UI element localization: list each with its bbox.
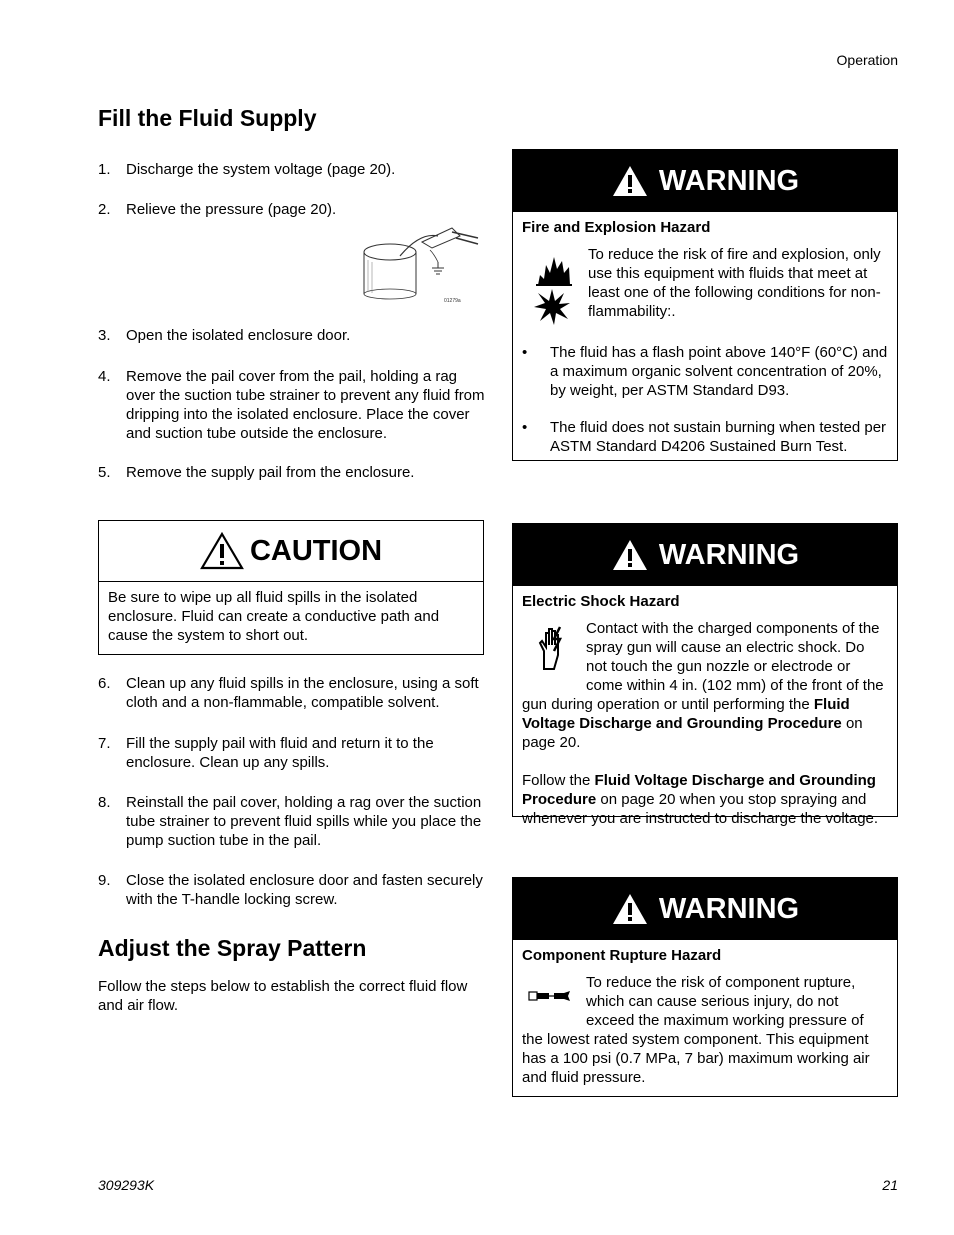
fire-icon	[534, 251, 574, 287]
fill-title: Fill the Fluid Supply	[98, 105, 317, 131]
step-8: 8. Reinstall the pail cover, holding a rag over the suction tube strainer to prevent fluid spills while you place the pump suction tube in the pail.	[98, 794, 482, 849]
caution-label: CAUTION	[249, 534, 383, 567]
explosion-icon	[532, 287, 572, 327]
step-9: 9. Close the isolated enclosure door and fasten securely with the T-handle locking screw.	[98, 872, 483, 908]
step-2: 2. Relieve the pressure (page 20).	[98, 201, 337, 218]
caution-box	[98, 520, 484, 655]
step-1: 1. Discharge the system voltage (page 20).	[98, 161, 396, 178]
warning-rupture-header	[513, 878, 897, 940]
warning-fire-label: WARNING	[658, 164, 800, 197]
figure-code: 01279a	[444, 298, 461, 304]
warning-fire-bullet-1: • The fluid has a flash point above 140°F (60°C) and a maximum organic solvent concentration of 20%, by weight, per ASTM Standard D93.	[522, 344, 888, 399]
electric-shock-hand-icon	[536, 625, 570, 671]
warning-triangle-icon	[611, 538, 649, 572]
step-6: 6. Clean up any fluid spills in the enclosure, using a soft cloth and a non-flammable, compatible solvent.	[98, 675, 479, 711]
warning-fire-hazard: Fire and Explosion Hazard	[522, 219, 711, 236]
warning-rupture-box	[512, 877, 898, 1097]
warning-rupture-hazard: Component Rupture Hazard	[522, 947, 722, 964]
step-4: 4. Remove the pail cover from the pail, holding a rag over the suction tube strainer to prevent any fluid from dripping into the isolated enclosure. Place the cover and suction tube outside the enclosure.	[98, 368, 485, 442]
warning-triangle-icon	[611, 164, 649, 198]
section-header: Operation	[836, 52, 898, 68]
pail-illustration	[360, 222, 482, 304]
page-number: 21	[882, 1177, 898, 1193]
warning-triangle-icon	[611, 892, 649, 926]
step-7: 7. Fill the supply pail with fluid and return it to the enclosure. Clean up any spills.	[98, 735, 434, 771]
warning-fire-header	[513, 150, 897, 212]
warning-shock-header	[513, 524, 897, 586]
caution-header	[99, 521, 483, 582]
warning-fire-bullet-2: • The fluid does not sustain burning when tested per ASTM Standard D4206 Sustained Burn Test.	[522, 419, 887, 455]
warning-shock-paragraph-1: Contact with the charged components of the spray gun will cause an electric shock. Do not touch the gun nozzle or electrode or come within 4 in. (102 mm) of the front of the gun during operation or until performing the Fluid Voltage Discharge and Grounding Procedure on page 20.	[522, 620, 884, 751]
step-3: 3. Open the isolated enclosure door.	[98, 327, 351, 344]
warning-shock-hazard: Electric Shock Hazard	[522, 593, 680, 610]
caution-triangle-icon	[200, 532, 244, 570]
warning-shock-box	[512, 523, 898, 827]
warning-rupture-text: To reduce the risk of component rupture, which can cause serious injury, do not exceed the maximum working pressure of the lowest rated system component. This equipment has a 100 psi (0.7 MPa, 7 bar) maximum working air and fluid pressure.	[522, 974, 870, 1086]
warning-fire-box	[512, 149, 898, 461]
warning-rupture-label: WARNING	[658, 892, 800, 925]
warning-shock-label: WARNING	[658, 538, 800, 571]
adjust-title: Adjust the Spray Pattern	[98, 935, 367, 961]
component-rupture-icon	[528, 989, 572, 1003]
adjust-text: Follow the steps below to establish the correct fluid flow and air flow.	[98, 978, 468, 1014]
warning-shock-paragraph-2: Follow the Fluid Voltage Discharge and Grounding Procedure on page 20 when you stop spraying and whenever you are instructed to discharge the voltage.	[522, 772, 879, 827]
warning-fire-intro: To reduce the risk of fire and explosion, only use this equipment with fluids that meet at least one of the following conditions for non-flammability:.	[588, 246, 881, 320]
document-number: 309293K	[98, 1177, 155, 1193]
caution-text: Be sure to wipe up all fluid spills in the isolated enclosure. Fluid can create a conductive path and cause the system to short out.	[108, 589, 440, 644]
step-5: 5. Remove the supply pail from the enclosure.	[98, 464, 415, 481]
